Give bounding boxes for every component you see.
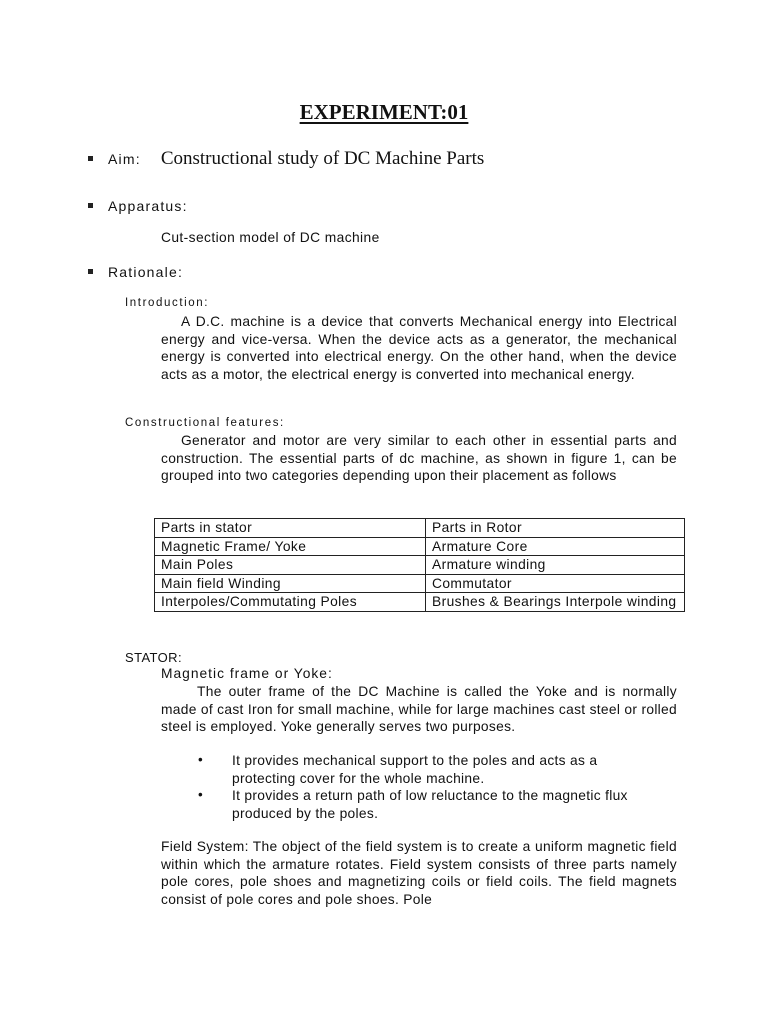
title-text: EXPERIMENT:01 bbox=[299, 100, 469, 124]
table-row bbox=[155, 556, 685, 575]
square-bullet-icon bbox=[88, 269, 93, 274]
table-cell: Main field Winding bbox=[155, 574, 426, 593]
table-row bbox=[155, 574, 685, 593]
parts-table bbox=[154, 518, 685, 612]
apparatus-text: Cut-section model of DC machine bbox=[161, 230, 380, 245]
table-cell: Armature winding bbox=[426, 556, 685, 575]
apparatus-row bbox=[88, 198, 188, 214]
bullet-dot-icon: • bbox=[198, 787, 203, 802]
yoke-text: The outer frame of the DC Machine is called the Yoke and is normally made of cast Iron for small machine, while for large machines cast steel or rolled steel is employed. Yoke generally serves two purposes. bbox=[161, 684, 677, 734]
constructional-label: Constructional features: bbox=[125, 417, 285, 429]
bullet-dot-icon: • bbox=[198, 752, 203, 767]
table-cell: Magnetic Frame/ Yoke bbox=[155, 537, 426, 556]
table-cell: Main Poles bbox=[155, 556, 426, 575]
table-cell: Interpoles/Commutating Poles bbox=[155, 593, 426, 612]
table-cell: Commutator bbox=[426, 574, 685, 593]
introduction-label: Introduction: bbox=[125, 297, 210, 309]
purpose-item: It provides mechanical support to the poles and acts as a protecting cover for the whole machine. bbox=[232, 753, 598, 786]
table-header-cell: Parts in Rotor bbox=[426, 519, 685, 538]
table-header-row bbox=[155, 519, 685, 538]
aim-label: Aim: bbox=[108, 151, 141, 167]
aim-row bbox=[88, 148, 484, 170]
rationale-row bbox=[88, 264, 183, 280]
square-bullet-icon bbox=[88, 156, 93, 161]
constructional-text: Generator and motor are very similar to each other in essential parts and construction. The essential parts of dc machine, as shown in figure 1, can be grouped into two categories depending upon their placement as follows bbox=[161, 433, 677, 483]
purpose-item: It provides a return path of low reluctance to the magnetic flux produced by the poles. bbox=[232, 788, 628, 821]
yoke-heading: Magnetic frame or Yoke: bbox=[161, 666, 333, 681]
aim-text: Constructional study of DC Machine Parts bbox=[160, 148, 485, 169]
constructional-paragraph bbox=[161, 432, 677, 485]
field-system-paragraph: Field System: The object of the field system is to create a uniform magnetic field within which the armature rotates. Field system consists of three parts namely pole cores, pole shoes and magnetizing coils or field coils. The field magnets consist of pole cores and pole shoes. Pole bbox=[161, 839, 677, 907]
rationale-label: Rationale: bbox=[108, 264, 184, 280]
table-cell: Brushes & Bearings Interpole winding bbox=[426, 593, 685, 612]
introduction-text: A D.C. machine is a device that converts Mechanical energy into Electrical energy and vice-versa. When the device acts as a generator, the mechanical energy is converted into electrical energy. On the other hand, when the device acts as a motor, the electrical energy is converted into mechanical energy. bbox=[161, 314, 677, 382]
square-bullet-icon bbox=[88, 203, 93, 208]
introduction-paragraph bbox=[161, 313, 677, 383]
table-row bbox=[155, 537, 685, 556]
stator-label: STATOR: bbox=[125, 650, 182, 665]
table-row bbox=[155, 593, 685, 612]
apparatus-label: Apparatus: bbox=[108, 198, 188, 214]
yoke-paragraph bbox=[161, 683, 677, 736]
table-cell: Armature Core bbox=[426, 537, 685, 556]
table-header-cell: Parts in stator bbox=[155, 519, 426, 538]
page-title bbox=[0, 100, 768, 125]
